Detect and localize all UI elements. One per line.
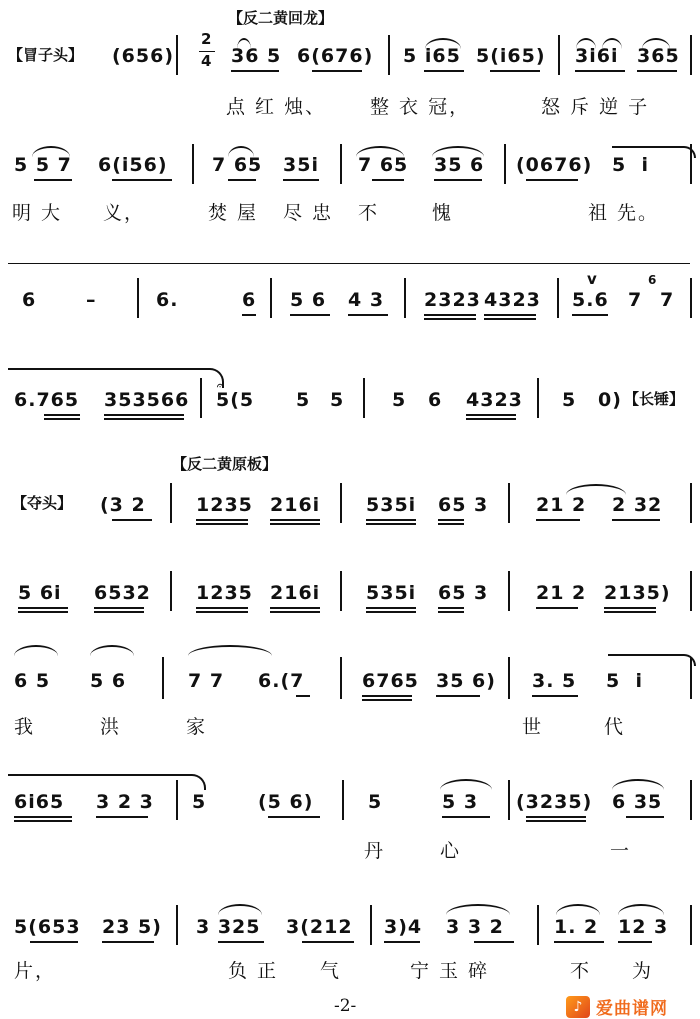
watermark-text: 爱曲谱网	[596, 999, 668, 1019]
grace-note: 6	[648, 273, 657, 287]
note-group: 65 3	[438, 494, 489, 516]
note-group: 535i	[366, 582, 417, 604]
underline	[490, 70, 540, 72]
lyric: 一	[610, 840, 632, 862]
note-group: 5(i65)	[476, 45, 546, 67]
bar-line	[340, 483, 342, 523]
underline	[466, 418, 516, 420]
underline	[366, 519, 416, 521]
watermark-logo	[566, 994, 668, 1019]
underline	[436, 695, 480, 697]
note-group: –	[86, 289, 97, 311]
note-group: 6	[22, 289, 37, 311]
underline	[604, 611, 656, 613]
underline	[242, 314, 256, 316]
bar-line	[340, 144, 342, 184]
slur	[218, 904, 262, 915]
note-group: 3i6i	[575, 45, 619, 67]
continuation-tie	[8, 368, 224, 388]
note-group: 5 i65	[403, 45, 461, 67]
underline	[572, 314, 608, 316]
bar-line	[508, 780, 510, 820]
underline	[442, 816, 490, 818]
time-signature-top: 2	[201, 30, 213, 48]
bar-line	[508, 483, 510, 523]
bar-line	[370, 905, 372, 945]
note-group: 5 6i	[18, 582, 62, 604]
breath-mark: v	[587, 270, 597, 288]
slur	[90, 645, 134, 656]
underline	[102, 941, 154, 943]
bar-line	[690, 571, 692, 611]
section-heading-hui-long: 【反二黄回龙】	[228, 9, 334, 27]
underline	[218, 941, 264, 943]
note-group: 4 3	[348, 289, 385, 311]
underline	[34, 179, 72, 181]
underline	[196, 607, 248, 609]
note-group: 6(i56)	[98, 154, 168, 176]
underline	[637, 70, 677, 72]
lyric: 心	[440, 840, 462, 862]
slur	[556, 904, 600, 915]
underline	[366, 607, 416, 609]
note-group: 0)	[598, 389, 622, 411]
bar-line	[340, 571, 342, 611]
slur	[612, 779, 664, 790]
note-group: 6	[428, 389, 443, 411]
underline	[290, 314, 330, 316]
underline	[231, 70, 279, 72]
underline	[424, 70, 464, 72]
underline	[112, 519, 152, 521]
underline	[296, 695, 310, 697]
underline	[366, 523, 416, 525]
underline	[18, 607, 68, 609]
underline	[270, 607, 320, 609]
note-group: 5 i	[606, 670, 643, 692]
underline	[526, 179, 578, 181]
underline	[466, 414, 516, 416]
fermata-icon: 𝄐	[217, 379, 224, 392]
underline	[104, 418, 184, 420]
note-group: (0676)	[516, 154, 593, 176]
lyric: 丹	[364, 840, 386, 862]
bar-line	[176, 35, 178, 75]
note-group: 6.(7	[258, 670, 305, 692]
underline	[618, 941, 652, 943]
note-group: 7	[628, 289, 643, 311]
lyric: 家	[186, 716, 208, 738]
note-group: 5(5	[216, 389, 255, 411]
underline	[575, 70, 625, 72]
underline	[302, 941, 354, 943]
underline	[484, 314, 536, 316]
underline	[438, 611, 464, 613]
note-group: 3. 5	[532, 670, 577, 692]
lyric: 片，	[14, 960, 57, 982]
note-group: 21 2	[536, 494, 587, 516]
bar-line	[690, 278, 692, 318]
underline	[366, 611, 416, 613]
lyric: 整 衣 冠，	[370, 96, 471, 118]
note-group: 2135)	[604, 582, 671, 604]
continuation-tie-line	[8, 263, 690, 264]
note-group: 5(653	[14, 916, 81, 938]
label-chang-chui: 【长锤】	[624, 390, 685, 408]
underline	[268, 816, 320, 818]
underline	[554, 941, 604, 943]
lyric: 焚 屋	[208, 202, 259, 224]
note-group: 2 32	[612, 494, 663, 516]
note-group: 2323	[424, 289, 481, 311]
note-group: 35 6)	[436, 670, 496, 692]
underline	[104, 414, 184, 416]
bar-line	[508, 571, 510, 611]
note-group: (3235)	[516, 791, 593, 813]
bar-line	[162, 657, 164, 699]
note-group: 5 6	[290, 289, 327, 311]
underline	[196, 523, 248, 525]
lyric: 宁 玉 碎	[410, 960, 490, 982]
note-group: 4323	[484, 289, 541, 311]
bar-line	[690, 657, 692, 699]
note-group: 5	[392, 389, 407, 411]
note-group: 7	[660, 289, 675, 311]
lyric: 愧	[432, 202, 454, 224]
underline	[14, 816, 72, 818]
note-group: 5	[192, 791, 207, 813]
underline	[372, 179, 404, 181]
bar-line	[690, 35, 692, 75]
note-group: 353566	[104, 389, 190, 411]
underline	[14, 820, 72, 822]
time-signature-bottom: 4	[201, 52, 213, 70]
note-group: 5 5 7	[14, 154, 72, 176]
underline	[532, 695, 578, 697]
note-group: 5	[368, 791, 383, 813]
note-group: 6.765	[14, 389, 80, 411]
slur	[188, 645, 272, 656]
underline	[270, 519, 320, 521]
bar-line	[270, 278, 272, 318]
slur	[446, 904, 510, 915]
underline	[424, 314, 476, 316]
lyric: 点 红 烛、	[226, 96, 327, 118]
underline	[112, 179, 172, 181]
underline	[270, 611, 320, 613]
underline	[196, 519, 248, 521]
bar-line	[404, 278, 406, 318]
bar-line	[557, 278, 559, 318]
underline	[438, 519, 464, 521]
tie-continuation	[608, 654, 696, 666]
underline	[484, 318, 536, 320]
lyric: 义，	[103, 202, 146, 224]
bar-line	[342, 780, 344, 820]
note-group: 5	[330, 389, 345, 411]
underline	[526, 820, 586, 822]
underline	[283, 179, 319, 181]
note-group: 5 i	[612, 154, 649, 176]
note-group: 5 6	[90, 670, 127, 692]
underline	[270, 523, 320, 525]
note-group: 5.6	[572, 289, 609, 311]
slur	[618, 904, 664, 915]
note-group: 4323	[466, 389, 523, 411]
note-group: 21 2	[536, 582, 587, 604]
bar-line	[690, 780, 692, 820]
bar-line	[537, 905, 539, 945]
note-group: 216i	[270, 582, 321, 604]
section-heading-yuan-ban: 【反二黄原板】	[172, 455, 278, 473]
note-group: 6	[242, 289, 257, 311]
note-group: 6.	[156, 289, 179, 311]
lyric: 气	[320, 960, 342, 982]
bar-line	[170, 571, 172, 611]
bar-line	[176, 780, 178, 820]
bar-line	[508, 657, 510, 699]
underline	[474, 941, 514, 943]
label-duo-tou: 【夺头】	[12, 494, 73, 512]
note-group: 23 5)	[102, 916, 162, 938]
note-group: 365	[637, 45, 680, 67]
slur	[14, 645, 58, 656]
lyric: 明 大	[12, 202, 63, 224]
lyric: 尽 忠	[283, 202, 334, 224]
underline	[348, 314, 388, 316]
underline	[94, 607, 144, 609]
note-group: 216i	[270, 494, 321, 516]
bar-line	[192, 144, 194, 184]
music-note-icon: ♪	[566, 996, 590, 1018]
note-group: 12 3	[618, 916, 669, 938]
label-chui-zi-tou: 【冒子头】	[8, 46, 84, 64]
note-group: 3)4	[384, 916, 423, 938]
underline	[96, 816, 148, 818]
note-group: 1. 2	[554, 916, 599, 938]
lyric: 我	[14, 716, 36, 738]
bar-line	[504, 144, 506, 184]
underline	[362, 699, 412, 701]
note-group: 5	[296, 389, 311, 411]
bar-line	[537, 378, 539, 418]
lyric: 祖 先。	[588, 202, 660, 224]
note-group: 6765	[362, 670, 419, 692]
underline	[44, 414, 80, 416]
note-group: 7 7	[188, 670, 225, 692]
note-group: 36 5	[231, 45, 282, 67]
bar-line	[363, 378, 365, 418]
underline	[626, 816, 664, 818]
underline	[424, 318, 476, 320]
bar-line	[176, 905, 178, 945]
note-group: 6 35	[612, 791, 663, 813]
bar-line	[340, 657, 342, 699]
note-group: 6532	[94, 582, 151, 604]
note-group: 535i	[366, 494, 417, 516]
note-group: 3 3 2	[446, 916, 504, 938]
underline	[228, 179, 256, 181]
underline	[312, 70, 362, 72]
underline	[438, 607, 464, 609]
note-group: 7 65	[212, 154, 263, 176]
underline	[196, 611, 248, 613]
bar-line	[170, 483, 172, 523]
note-group: 3 2 3	[96, 791, 154, 813]
lyric: 世	[522, 716, 544, 738]
lyric: 不	[570, 960, 592, 982]
note-group: 35i	[283, 154, 319, 176]
underline	[536, 607, 578, 609]
lyric: 负 正	[228, 960, 279, 982]
bar-line	[690, 483, 692, 523]
bar-line	[690, 905, 692, 945]
note-group: 6 5	[14, 670, 51, 692]
note-group: 1235	[196, 582, 253, 604]
bar-line	[200, 378, 202, 418]
note-group: 3 325	[196, 916, 261, 938]
slur	[440, 779, 492, 790]
note-group: 3(212	[286, 916, 353, 938]
underline	[44, 418, 80, 420]
note-group: 5	[562, 389, 577, 411]
lyric: 洪	[100, 716, 122, 738]
note-group: 35 6	[434, 154, 485, 176]
underline	[434, 179, 482, 181]
note-group: 6(676)	[297, 45, 374, 67]
note-group: 65 3	[438, 582, 489, 604]
note-group: (3 2	[100, 494, 146, 516]
lyric: 代	[604, 716, 626, 738]
note-group: 5 3	[442, 791, 479, 813]
bar-line	[558, 35, 560, 75]
note-group: 1235	[196, 494, 253, 516]
underline	[384, 941, 420, 943]
bar-line	[690, 144, 692, 184]
underline	[612, 519, 660, 521]
underline	[30, 941, 78, 943]
underline	[94, 611, 144, 613]
lyric: 为	[632, 960, 654, 982]
underline	[604, 607, 656, 609]
underline	[526, 816, 586, 818]
note-group: (5 6)	[258, 791, 314, 813]
lyric: 怒 斥 逆 子	[541, 96, 650, 118]
lyric: 不	[358, 202, 380, 224]
bar-line	[388, 35, 390, 75]
underline	[438, 523, 464, 525]
bar-line	[137, 278, 139, 318]
underline	[536, 519, 580, 521]
note-group: 7 65	[358, 154, 409, 176]
underline	[18, 611, 68, 613]
underline	[362, 695, 412, 697]
page-number: -2-	[334, 996, 357, 1016]
note-group: (656)	[112, 45, 175, 67]
note-group: 6i65	[14, 791, 65, 813]
